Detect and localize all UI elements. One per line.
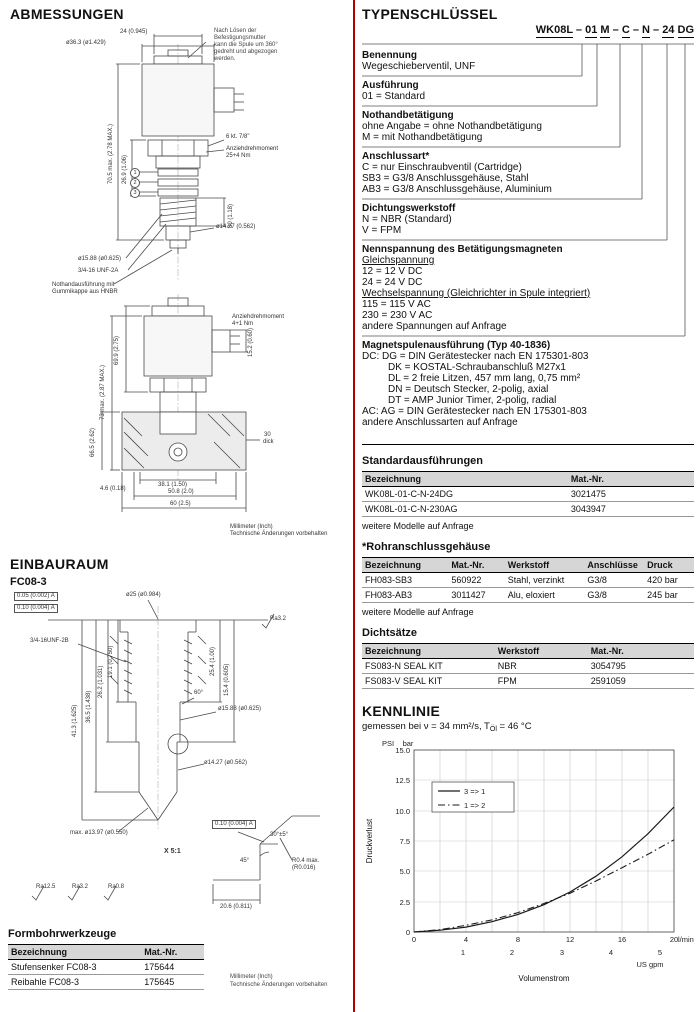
rohranschluss-title: *Rohranschlussgehäuse xyxy=(362,541,491,553)
x-axis-tick-lmin: 16 xyxy=(617,935,627,944)
x-unit-gpm: US gpm xyxy=(636,960,664,969)
y-axis-tick: 7.5 xyxy=(399,837,410,846)
section-title-abmessungen: ABMESSUNGEN xyxy=(10,6,124,22)
dimension-label: 30 xyxy=(264,432,271,438)
rotation-note-line: kann die Spule um 360° xyxy=(214,42,278,48)
table-cell: FPM xyxy=(495,674,588,689)
tolerance-frame: 0.05 (0.002) A xyxy=(14,592,58,601)
code-section-ausfuehrung xyxy=(362,80,684,102)
code-section-line: AB3 = G3/8 Anschlussgehäuse, Aluminium xyxy=(362,184,552,195)
roughness-label: Ra3.2 xyxy=(72,884,89,890)
table-cell: Reibahle FC08-3 xyxy=(8,975,141,990)
code-section-line: DL = 2 freie Litzen, 457 mm lang, 0,75 mm² xyxy=(388,373,581,384)
y-unit-psi: PSI xyxy=(381,739,395,748)
type-code xyxy=(536,24,694,36)
table-row xyxy=(362,588,694,603)
table-cell: G3/8 xyxy=(584,588,644,603)
code-section-line: N = NBR (Standard) xyxy=(362,214,452,225)
rotation-note-line: werden. xyxy=(214,56,236,62)
y-axis-tick: 15.0 xyxy=(395,746,410,755)
dimension-label: Nothandausführung mit xyxy=(52,282,115,288)
dimension-label: ø14.27 (ø0.562) xyxy=(204,760,248,766)
legend-label: 3 => 1 xyxy=(464,787,486,796)
table-cell: FS083-N SEAL KIT xyxy=(362,659,495,674)
column-header: Bezeichnung xyxy=(362,558,448,573)
changes-footnote: Technische Änderungen vorbehalten xyxy=(230,981,328,988)
column-header: Bezeichnung xyxy=(362,644,495,659)
formbohrwerkzeuge-table xyxy=(8,944,204,990)
table-footnote: weitere Modelle auf Anfrage xyxy=(362,607,474,617)
code-section-line: M = mit Nothandbetätigung xyxy=(362,132,483,143)
dimension-label: dick xyxy=(263,439,274,445)
einbauraum-drawing xyxy=(8,592,350,928)
code-section-nothandbetaetigung xyxy=(362,110,684,143)
dimension-label: 15.2 (0.60) xyxy=(248,327,254,357)
dimension-label: 4.6 (0.18) xyxy=(100,486,126,492)
column-header: Mat.-Nr. xyxy=(448,558,504,573)
column-header: Anschlüsse xyxy=(584,558,644,573)
tolerance-frame: 0.10 (0.004) A xyxy=(212,820,256,829)
code-segment: N xyxy=(642,24,650,36)
oring-position-marker: 2 xyxy=(130,178,140,188)
dimension-label: max. ø13.97 (ø0.550) xyxy=(70,830,128,836)
dichtsaetze-title: Dichtsätze xyxy=(362,627,418,639)
rohranschluss-table xyxy=(362,557,694,603)
section-title-typenschluessel: TYPENSCHLÜSSEL xyxy=(362,6,498,22)
left-column xyxy=(8,0,352,1012)
radius-label: (R0.016) xyxy=(292,865,316,871)
code-section-line: SB3 = G3/8 Anschlussgehäuse, Stahl xyxy=(362,173,529,184)
dimension-label: Anziehdrehmoment xyxy=(232,314,285,320)
table-cell: WK08L-01-C-N-24DG xyxy=(362,487,568,502)
page-footnote xyxy=(230,974,327,989)
dimension-label: 15.4 (0.605) xyxy=(224,663,230,696)
tolerance-frame: 0.10 (0.004) A xyxy=(14,604,58,613)
code-section-line: DT = AMP Junior Timer, 2-polig, radial xyxy=(388,395,557,406)
table-cell: NBR xyxy=(495,659,588,674)
x-axis-tick-lmin: 8 xyxy=(515,935,521,944)
rotation-note-line: Befestigungsmutter xyxy=(214,35,266,41)
legend-label: 1 => 2 xyxy=(464,801,486,810)
dimension-label: 50.8 (2.0) xyxy=(168,489,194,495)
condition-text: gemessen bei ν = 34 mm²/s, T xyxy=(362,721,490,732)
table-row xyxy=(8,975,204,990)
code-section-line: andere Spannungen auf Anfrage xyxy=(362,321,507,332)
x-axis-title: Volumenstrom xyxy=(518,974,570,983)
table-cell: 3021475 xyxy=(568,487,694,502)
code-segment: M xyxy=(600,24,610,36)
column-header: Mat.-Nr. xyxy=(141,945,204,960)
table-row xyxy=(362,502,694,517)
table-cell: 175645 xyxy=(141,975,204,990)
x-axis-tick-lmin: 12 xyxy=(565,935,575,944)
table-cell: FH083-AB3 xyxy=(362,588,448,603)
code-section-benennung xyxy=(362,50,684,72)
code-section-line: DC: DG = DIN Gerätestecker nach EN 175301-803 xyxy=(362,351,589,362)
dimension-label: 41.3 (1.625) xyxy=(72,704,78,737)
code-segment: WK08L xyxy=(535,24,573,36)
y-axis-tick: 5.0 xyxy=(399,867,410,876)
table-cell: Alu, eloxiert xyxy=(505,588,585,603)
standard-table xyxy=(362,471,694,517)
dimension-label: 4+1 Nm xyxy=(232,321,254,327)
table-cell: WK08L-01-C-N-230AG xyxy=(362,502,568,517)
dimension-label: 30 (1.18) xyxy=(228,203,234,228)
dimension-label: 20.6 (0.811) xyxy=(220,904,252,910)
dimension-label: 19.1 (0.750) xyxy=(108,645,114,678)
code-section-heading: Nothandbetätigung xyxy=(362,110,454,121)
roughness-label: Ra12.5 xyxy=(36,884,56,890)
code-section-line: C = nur Einschraubventil (Cartridge) xyxy=(362,162,522,173)
dimension-label: ø15.88 (ø0.625) xyxy=(218,706,262,712)
y-axis-tick: 0 xyxy=(405,928,410,937)
dimension-label: ø14.27 (0.562) xyxy=(216,224,256,230)
dimension-label: 3/4-16 UNF-2A xyxy=(78,268,119,274)
condition-text: = 46 °C xyxy=(496,721,532,732)
changes-footnote: Technische Änderungen vorbehalten xyxy=(230,531,328,537)
formbohrwerkzeuge-title: Formbohrwerkzeuge xyxy=(8,928,117,940)
column-header: Mat.-Nr. xyxy=(568,472,694,487)
column-header: Druck xyxy=(644,558,694,573)
code-segment: 01 xyxy=(585,24,598,36)
code-section-anschlussart xyxy=(362,151,684,195)
dimension-label: 66.5 (2.62) xyxy=(90,427,96,457)
roughness-label: Ra0.8 xyxy=(108,884,125,890)
measurement-conditions xyxy=(362,721,694,732)
table-cell: 560922 xyxy=(448,573,504,588)
code-section-subheading: Wechselspannung (Gleichrichter in Spule integriert) xyxy=(362,288,591,299)
table-cell: 245 bar xyxy=(644,588,694,603)
dimension-label: 70.5 max. (2.78 MAX.) xyxy=(108,123,114,184)
section-title-einbauraum: EINBAURAUM xyxy=(10,556,109,572)
roughness-label: Ra3.2 xyxy=(270,616,287,622)
x-axis-tick-gpm: 1 xyxy=(460,948,466,957)
table-cell: Stufensenker FC08-3 xyxy=(8,960,141,975)
cavity-code: FC08-3 xyxy=(10,576,47,588)
code-segment: 24 xyxy=(662,24,675,36)
dimension-label: 25.4 (1.00) xyxy=(210,646,216,676)
table-row xyxy=(362,573,694,588)
y-axis-tick: 2.5 xyxy=(399,898,410,907)
table-cell: 175644 xyxy=(141,960,204,975)
table-cell: FS083-V SEAL KIT xyxy=(362,674,495,689)
code-separator: – xyxy=(572,24,586,36)
code-separator: – xyxy=(649,24,663,36)
table-cell: 3043947 xyxy=(568,502,694,517)
x-axis-tick-gpm: 2 xyxy=(509,948,515,957)
dimension-label: ø36.3 (ø1.429) xyxy=(66,40,106,46)
code-section-line: V = FPM xyxy=(362,225,402,236)
column-header: Bezeichnung xyxy=(8,945,141,960)
formbohrwerkzeuge-section xyxy=(8,928,204,990)
abmessungen-drawing xyxy=(8,28,350,548)
dimension-label: ø25 (ø0.984) xyxy=(126,592,161,598)
section-divider xyxy=(362,444,694,445)
code-section-heading: Anschlussart* xyxy=(362,151,430,162)
dimension-label: 36.5 (1.438) xyxy=(86,690,92,723)
cavity-line-art xyxy=(32,600,320,904)
dimension-label: 24 (0.945) xyxy=(120,29,148,35)
code-section-line: 24 = 24 V DC xyxy=(362,277,423,288)
dichtsaetze-table xyxy=(362,643,694,689)
y-unit-bar: bar xyxy=(402,739,414,748)
dimension-label: 60 (2.5) xyxy=(170,501,191,507)
x-axis-tick-lmin: 4 xyxy=(463,935,469,944)
x-axis-tick-gpm: 4 xyxy=(608,948,614,957)
code-section-heading: Ausführung xyxy=(362,80,419,91)
code-section-line: 01 = Standard xyxy=(362,91,426,102)
code-section-heading: Dichtungswerkstoff xyxy=(362,203,456,214)
table-cell: 3011427 xyxy=(448,588,504,603)
column-header: Mat.-Nr. xyxy=(588,644,694,659)
code-section-heading: Nennspannung des Betätigungsmagneten xyxy=(362,244,563,255)
code-section-magnetspule xyxy=(362,340,684,428)
table-row xyxy=(362,659,694,674)
y-axis-tick: 10.0 xyxy=(395,807,410,816)
x-axis-tick-lmin: 20 xyxy=(669,935,679,944)
code-section-line: Wegeschieberventil, UNF xyxy=(362,61,476,72)
y-axis-title: Druckverlust xyxy=(365,818,374,864)
standard-title: Standardausführungen xyxy=(362,455,484,467)
code-section-heading: Magnetspulenausführung (Typ 40-1836) xyxy=(362,340,551,351)
rotation-note-line: gedreht und abgezogen xyxy=(214,49,278,55)
code-section-line: 115 = 115 V AC xyxy=(362,299,431,310)
condition-subscript: Öl xyxy=(489,726,497,733)
dimension-label: 26.9 (1.06) xyxy=(122,154,128,184)
rotation-note-line: Nach Lösen der xyxy=(214,28,257,34)
code-segment: DG xyxy=(677,24,694,36)
x-unit-lmin: l/min xyxy=(678,935,694,944)
x-axis-tick-gpm: 5 xyxy=(657,948,663,957)
type-code-diagram xyxy=(362,24,694,432)
code-separator: – xyxy=(629,24,642,36)
dimension-label: 38.1 (1.50) xyxy=(158,482,188,488)
dimension-label: Anziehdrehmoment xyxy=(226,146,279,152)
table-cell: 3054795 xyxy=(588,659,694,674)
code-separator: – xyxy=(609,24,622,36)
thread-label: 3/4-16UNF-2B xyxy=(30,638,69,644)
kennlinie-chart xyxy=(362,736,694,988)
dimension-label: Gummikappe aus HNBR xyxy=(52,289,118,295)
oring-position-marker: 1 xyxy=(130,168,140,178)
table-row xyxy=(362,487,694,502)
code-section-line: ohne Angabe = ohne Nothandbetätigung xyxy=(362,121,542,132)
detail-scale-label: X 5:1 xyxy=(164,848,181,855)
dimension-label: 25+4 Nm xyxy=(226,153,251,159)
y-axis-tick: 12.5 xyxy=(395,776,410,785)
table-row xyxy=(362,674,694,689)
column-header: Bezeichnung xyxy=(362,472,568,487)
code-section-heading: Benennung xyxy=(362,50,417,61)
x-axis-tick-lmin: 0 xyxy=(411,935,417,944)
units-footnote: Millimeter (Inch) xyxy=(230,974,273,980)
table-footnote: weitere Modelle auf Anfrage xyxy=(362,521,474,531)
dimension-label: 26.2 (1.031) xyxy=(98,665,104,698)
section-title-kennlinie: KENNLINIE xyxy=(362,703,441,719)
table-cell: G3/8 xyxy=(584,573,644,588)
code-segment: C xyxy=(621,24,630,36)
code-section-line: 230 = 230 V AC xyxy=(362,310,433,321)
table-cell: FH083-SB3 xyxy=(362,573,448,588)
oring-position-marker: 3 xyxy=(130,188,140,198)
radius-label: R0.4 max. xyxy=(292,858,320,864)
angle-label: 30°±5° xyxy=(270,832,289,838)
dimension-label: 6 kt. 7/8" xyxy=(226,134,250,140)
right-column xyxy=(362,6,694,993)
units-footnote: Millimeter (Inch) xyxy=(230,524,273,530)
column-header: Werkstoff xyxy=(505,558,585,573)
code-section-line: 12 = 12 V DC xyxy=(362,266,423,277)
table-cell: 2591059 xyxy=(588,674,694,689)
dimension-label: ø15.88 (ø0.625) xyxy=(78,256,122,262)
code-section-line: DK = KOSTAL-Schraubanschluß M27x1 xyxy=(388,362,566,373)
angle-label: 60° xyxy=(194,690,204,696)
table-cell: Stahl, verzinkt xyxy=(505,573,585,588)
dimension-label: 73 max. (2.87 MAX.) xyxy=(100,364,106,420)
angle-label: 45° xyxy=(240,858,250,864)
code-section-subheading: Gleichspannung xyxy=(362,255,435,266)
dimension-label: 69.9 (2.75) xyxy=(114,335,120,365)
code-section-nennspannung xyxy=(362,244,684,332)
table-cell: 420 bar xyxy=(644,573,694,588)
code-section-line: DN = Deutsch Stecker, 2-polig, axial xyxy=(388,384,549,395)
valve-line-art xyxy=(100,34,260,512)
code-section-line: andere Anschlussarten auf Anfrage xyxy=(362,417,518,428)
column-divider xyxy=(353,0,355,1012)
x-axis-tick-gpm: 3 xyxy=(559,948,565,957)
column-header: Werkstoff xyxy=(495,644,588,659)
code-section-dichtungswerkstoff xyxy=(362,203,684,236)
table-row xyxy=(8,960,204,975)
code-section-line: AC: AG = DIN Gerätestecker nach EN 175301-803 xyxy=(362,406,587,417)
